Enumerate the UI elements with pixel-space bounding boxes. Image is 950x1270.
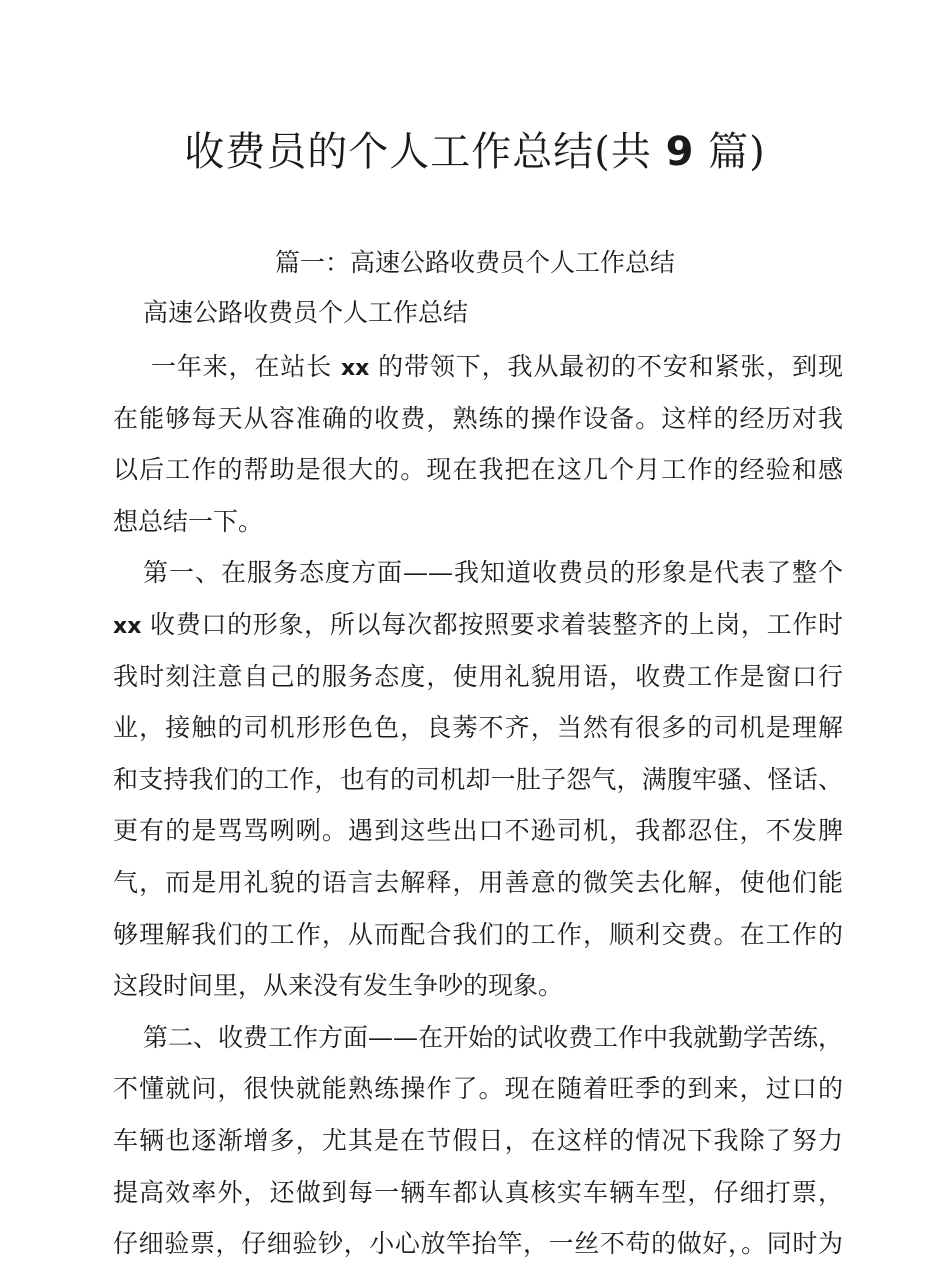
body-line: 车辆也逐渐增多，尤其是在节假日，在这样的情况下我除了努力 — [113, 1125, 843, 1155]
body-line: 以后工作的帮助是很大的。现在我把在这几个月工作的经验和感 — [113, 455, 843, 485]
body-line: 提高效率外，还做到每一辆车都认真核实车辆车型，仔细打票， — [113, 1177, 843, 1207]
article-body — [113, 341, 843, 1270]
body-line: 我时刻注意自己的服务态度，使用礼貌用语，收费工作是窗口行 — [113, 661, 843, 691]
body-line: 和支持我们的工作，也有的司机却一肚子怨气，满腹牢骚、怪话、 — [113, 764, 843, 794]
body-line: 仔细验票，仔细验钞，小心放竿抬竿，一丝不苟的做好，。同时为 — [113, 1229, 843, 1259]
body-line: 这段时间里，从来没有发生争吵的现象。 — [113, 971, 564, 1001]
section-heading: 篇一：高速公路收费员个人工作总结 — [274, 248, 675, 277]
body-line: 业，接触的司机形形色色，良莠不齐，当然有很多的司机是理解 — [113, 713, 843, 743]
body-line: 第一、在服务态度方面——我知道收费员的形象是代表了整个 — [143, 558, 843, 588]
article-subtitle: 高速公路收费员个人工作总结 — [143, 298, 469, 327]
body-line: 在能够每天从容准确的收费，熟练的操作设备。这样的经历对我 — [113, 403, 843, 433]
document-title: 收费员的个人工作总结(共 9 篇) — [184, 129, 766, 175]
body-line: 一年来，在站长 xx 的带领下，我从最初的不安和紧张，到现 — [151, 352, 843, 381]
body-line: 第二、收费工作方面——在开始的试收费工作中我就勤学苦练， — [143, 1022, 844, 1052]
body-line: 更有的是骂骂咧咧。遇到这些出口不逊司机，我都忍住，不发脾 — [113, 816, 843, 846]
body-line: 气，而是用礼貌的语言去解释，用善意的微笑去化解，使他们能 — [113, 867, 843, 897]
body-line: xx 收费口的形象，所以每次都按照要求着装整齐的上岗，工作时 — [113, 609, 843, 639]
body-line: 够理解我们的工作，从而配合我们的工作，顺利交费。在工作的 — [113, 919, 843, 949]
body-line: 想总结一下。 — [113, 506, 264, 536]
body-line: 不懂就问，很快就能熟练操作了。现在随着旺季的到来，过口的 — [113, 1074, 843, 1104]
